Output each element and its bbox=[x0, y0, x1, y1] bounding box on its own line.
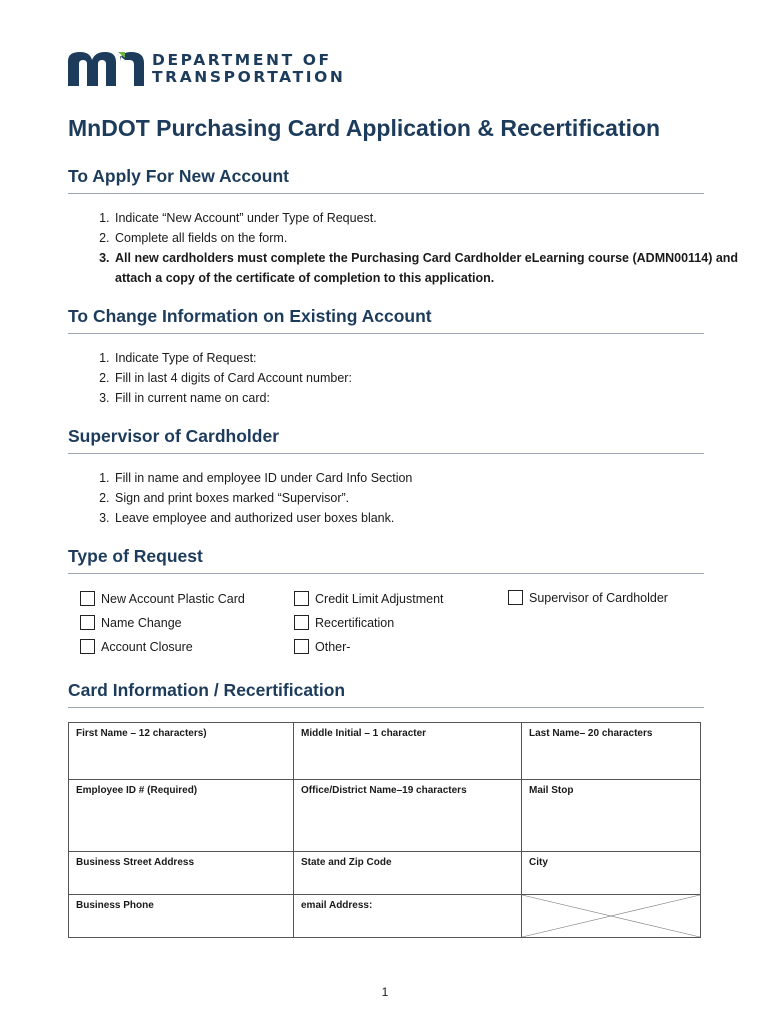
org-line-1: DEPARTMENT OF bbox=[152, 51, 332, 69]
supervisor-list bbox=[83, 468, 743, 528]
list-item: 3. Leave employee and authorized user boxes blank. bbox=[113, 508, 743, 528]
cell-label: Last Name– 20 characters bbox=[529, 728, 653, 739]
option-label: Account Closure bbox=[101, 639, 193, 654]
mndot-logo bbox=[68, 52, 345, 86]
option-label: Name Change bbox=[101, 615, 182, 630]
card-info-table bbox=[68, 722, 701, 938]
list-item: 1. Indicate “New Account” under Type of Request. bbox=[113, 208, 743, 228]
state-zip-cell[interactable] bbox=[294, 852, 522, 895]
list-item: 1. Fill in name and employee ID under Card Info Section bbox=[113, 468, 743, 488]
org-line-2: TRANSPORTATION bbox=[152, 68, 346, 86]
cross-out-icon bbox=[522, 895, 700, 937]
option-name-change[interactable] bbox=[80, 615, 182, 630]
option-label: Credit Limit Adjustment bbox=[315, 591, 444, 606]
change-heading: To Change Information on Existing Account bbox=[68, 306, 704, 334]
apply-heading: To Apply For New Account bbox=[68, 166, 704, 194]
option-supervisor[interactable] bbox=[508, 590, 668, 605]
page-title: MnDOT Purchasing Card Application & Recertification bbox=[68, 115, 661, 141]
minnesota-logo-icon bbox=[68, 52, 144, 86]
list-item: 2. Fill in last 4 digits of Card Account number: bbox=[113, 368, 743, 388]
change-list bbox=[83, 348, 743, 408]
city-cell[interactable] bbox=[522, 852, 701, 895]
cell-label: Office/District Name–19 characters bbox=[301, 785, 467, 796]
option-label: New Account Plastic Card bbox=[101, 591, 245, 606]
card-info-heading: Card Information / Recertification bbox=[68, 680, 704, 708]
option-recertification[interactable] bbox=[294, 615, 394, 630]
checkbox[interactable] bbox=[80, 615, 95, 630]
cell-label: State and Zip Code bbox=[301, 857, 392, 868]
page-number: 1 bbox=[381, 985, 389, 999]
list-item: 3. Fill in current name on card: bbox=[113, 388, 743, 408]
supervisor-heading: Supervisor of Cardholder bbox=[68, 426, 704, 454]
checkbox[interactable] bbox=[294, 591, 309, 606]
option-account-closure[interactable] bbox=[80, 639, 193, 654]
apply-list bbox=[83, 208, 743, 288]
checkbox[interactable] bbox=[294, 615, 309, 630]
list-item: 3. All new cardholders must complete the Purchasing Card Cardholder eLearning course (ADMN00114) and attach a copy of the certificate of completion to this application. bbox=[113, 248, 743, 288]
cell-label: Business Phone bbox=[76, 900, 154, 911]
option-label: Supervisor of Cardholder bbox=[529, 590, 668, 605]
middle-initial-cell[interactable] bbox=[294, 723, 522, 780]
checkbox[interactable] bbox=[294, 639, 309, 654]
cell-label: Mail Stop bbox=[529, 785, 574, 796]
cell-label: Middle Initial – 1 character bbox=[301, 728, 427, 739]
option-other[interactable] bbox=[294, 639, 350, 654]
first-name-cell[interactable] bbox=[69, 723, 294, 780]
checkbox[interactable] bbox=[80, 639, 95, 654]
request-heading: Type of Request bbox=[68, 546, 704, 574]
last-name-cell[interactable] bbox=[522, 723, 701, 780]
org-name bbox=[152, 52, 345, 86]
cell-label: email Address: bbox=[301, 900, 373, 911]
list-item: 1. Indicate Type of Request: bbox=[113, 348, 743, 368]
office-district-cell[interactable] bbox=[294, 780, 522, 852]
option-credit-limit[interactable] bbox=[294, 591, 444, 606]
checkbox[interactable] bbox=[80, 591, 95, 606]
cell-label: First Name – 12 characters) bbox=[76, 728, 207, 739]
option-new-account[interactable] bbox=[80, 591, 245, 606]
mail-stop-cell[interactable] bbox=[522, 780, 701, 852]
checkbox[interactable] bbox=[508, 590, 523, 605]
street-address-cell[interactable] bbox=[69, 852, 294, 895]
option-label: Recertification bbox=[315, 615, 395, 630]
crossed-out-cell bbox=[522, 895, 701, 938]
option-label: Other- bbox=[315, 639, 351, 654]
list-item: 2. Sign and print boxes marked “Supervisor”. bbox=[113, 488, 743, 508]
cell-label: Employee ID # (Required) bbox=[76, 785, 198, 796]
email-cell[interactable] bbox=[294, 895, 522, 938]
business-phone-cell[interactable] bbox=[69, 895, 294, 938]
cell-label: Business Street Address bbox=[76, 857, 195, 868]
employee-id-cell[interactable] bbox=[69, 780, 294, 852]
list-item: 2. Complete all fields on the form. bbox=[113, 228, 743, 248]
cell-label: City bbox=[529, 857, 548, 868]
